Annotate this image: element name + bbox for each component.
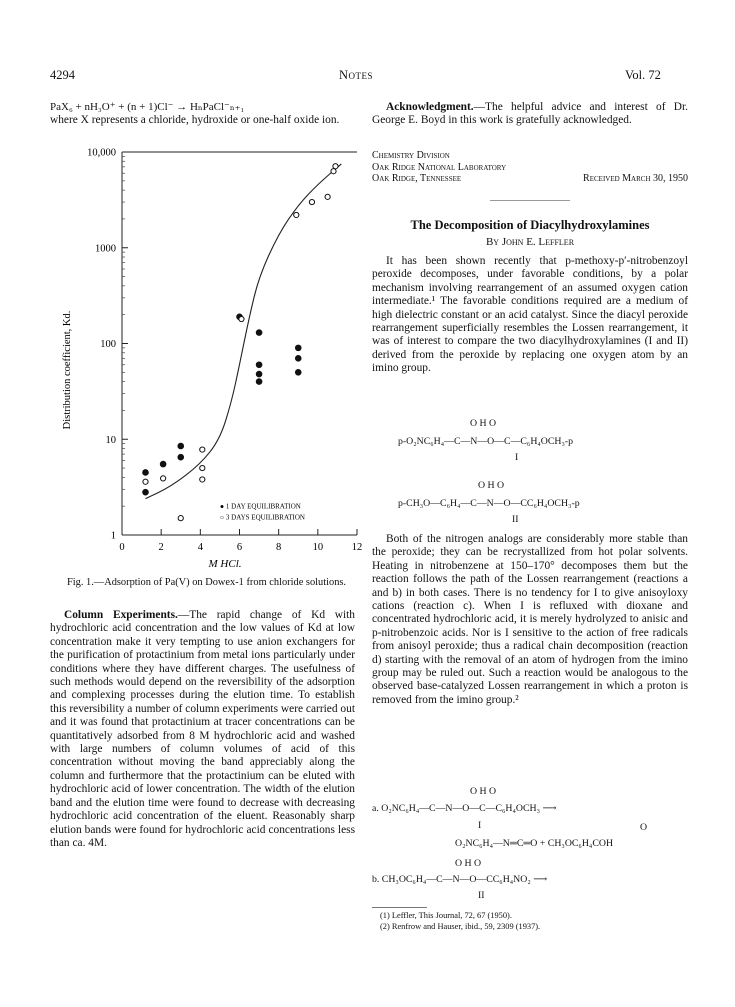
struct-ii: p-CH₃O—C₆H₄—C—N—O—CC₆H₄OCH₃-p: [398, 498, 580, 509]
data-point-3days: [200, 465, 205, 470]
para2-text: Both of the nitrogen analogs are considerably more stable than the peroxide; they can be recrystallized from hot polar solvents. Heating in nitrobenzene at 150–170° decomposes them but the reaction follows the path of the Lossen rearrangement (reactions a and b) in both cases. There is no tendency for I to give anisoyloxy cations (reaction c). When I is refluxed with dioxane and concentrated hydrochloric acid, it is merely hydrolyzed to anisic and p-nitrobenzoic acids. Nor is I sensitive to the action of free radicals from anisoyl peroxide; thus a radical chain decomposition (reaction d) starting with the removal of an atom of hydrogen from the imino group may be ruled out. Such a reaction would be analogous to the observed base-catalyzed Lossen rearrangement in which a proton is removed from the imino group.²: [372, 533, 688, 706]
data-point-1day: [256, 371, 262, 377]
data-point-3days: [331, 169, 336, 174]
struct-ii-top: O H O: [478, 480, 505, 491]
x-tick-label: 8: [276, 542, 282, 553]
y-tick-label: 1000: [95, 243, 116, 255]
affil-lab: Oak Ridge National Laboratory: [372, 161, 507, 173]
article-author: By John E. Leffler: [485, 236, 575, 248]
y-tick-label: 100: [100, 339, 116, 350]
para1-text: It has been shown recently that p-methoxy-p′-nitrobenzoyl peroxide decomposes, under favorable conditions, by a polar mechanism involving rearrangement of an assumed oxygen cation intermediate.¹ The favorable conditions required are a medium of high dielectric constant or an acid catalyst. Since the diacyl peroxide rearrangement superficially resembles the Lossen rearrangement, it was of interest to compare the two diacylhydroxylamines (I and II) derived from the peroxide by replacing one oxygen atom by an imino group.: [372, 255, 688, 375]
data-point-3days: [161, 476, 166, 481]
column-experiments: [50, 609, 355, 850]
y-axis-label: Distribution coefficient, Kd.: [62, 310, 73, 430]
data-point-3days: [178, 516, 183, 521]
data-point-1day: [295, 345, 301, 351]
footnote-2: (2) Renfrow and Hauser, ibid., 59, 2309 (1937).: [380, 922, 541, 931]
ack-body: —The helpful advice and interest of Dr. George E. Boyd in this work is gratefully acknowledged.: [372, 101, 688, 127]
left-intro: [50, 101, 355, 128]
data-point-1day: [256, 330, 262, 336]
received-date: Received March 30, 1950: [583, 173, 688, 185]
rxn-a-label: I: [478, 820, 482, 831]
struct-i: p-O₂NC₆H₄—C—N—O—C—C₆H₄OCH₃-p: [398, 436, 574, 447]
footnote-rule: [372, 907, 427, 908]
data-point-1day: [160, 461, 166, 467]
legend-entry: ● 1 DAY EQUILIBRATION: [219, 502, 301, 511]
equation-text: where X represents a chloride, hydroxide or one-half oxide ion.: [50, 114, 340, 127]
x-axis-label: M HCl.: [208, 558, 242, 570]
x-tick-label: 12: [351, 542, 363, 553]
ack-heading: Acknowledgment.: [386, 101, 474, 113]
footnote-1: (1) Leffler, This Journal, 72, 67 (1950).: [380, 911, 512, 920]
legend-entry: ○ 3 DAYS EQUILIBRATION: [219, 513, 305, 522]
rxn-b-top: O H O: [455, 858, 482, 869]
y-tick-label: 10,000: [87, 147, 116, 159]
data-point-3days: [309, 199, 314, 204]
data-point-1day: [295, 356, 301, 362]
rxn-b-label: II: [478, 890, 485, 901]
figure-caption: Fig. 1.—Adsorption of Pa(V) on Dowex-1 from chloride solutions.: [66, 577, 347, 588]
x-tick-label: 2: [158, 542, 164, 553]
data-point-3days: [239, 316, 244, 321]
fit-curve: [146, 164, 342, 499]
equation: PaX₆ + nH₃O⁺ + (n + 1)Cl⁻ → HₙPaCl⁻ₙ₊₁: [50, 101, 245, 113]
y-tick-label: 10: [105, 434, 116, 446]
section-title: Notes: [339, 68, 374, 82]
acknowledgment: [372, 101, 688, 128]
affil-location: Oak Ridge, Tennessee: [372, 173, 462, 185]
x-tick-label: 10: [312, 542, 324, 553]
rxn-a: a. O₂NC₆H₄—C—N—O—C—C₆H₄OCH₃ ⟶: [372, 803, 557, 814]
data-point-1day: [256, 379, 262, 385]
para1: [372, 255, 688, 376]
article-title: The Decomposition of Diacylhydroxylamines: [410, 218, 650, 232]
data-point-3days: [143, 479, 148, 484]
data-point-3days: [325, 194, 330, 199]
col-body: —The rapid change of Kd with hydrochloric acid concentration and the low values of Kd at low concentration make it very tempting to use anion exchangers for the purification of protactinium from metal ions particularly under conditions where they have different charges. The usefulness of such methods would depend on the reversibility of the adsorption and complexing processes during the elution time. To establish this reversibility a number of column experiments were carried out and it was found that protactinium at tracer concentrations can be quantitatively adsorbed from 8 M hydrochloric acid and washed with large numbers of column volumes of acid of this concentration without moving the band appreciably along the column and furthermore that the protactinium can be eluted with hydrochloric acid of lower concentration. The width of the elution band and the elution time were found to decrease with decreasing hydrochloric acid concentration of the eluent. Reasonably sharp elution bands were found for hydrochloric acid concentrations less than ca. 4M.: [50, 609, 356, 849]
struct-ii-label: II: [512, 514, 519, 525]
data-point-3days: [294, 212, 299, 217]
data-point-1day: [143, 489, 149, 495]
data-point-1day: [295, 370, 301, 376]
y-tick-label: 1: [110, 530, 116, 542]
x-tick-label: 4: [197, 542, 203, 553]
kd-chart: [55, 145, 365, 575]
x-tick-label: 0: [119, 542, 125, 553]
col-heading: Column Experiments.: [64, 609, 178, 621]
rxn-a-product-top: O: [640, 822, 648, 833]
data-point-1day: [143, 470, 149, 476]
affil-division: Chemistry Division: [372, 150, 450, 161]
data-point-1day: [178, 454, 184, 460]
data-point-3days: [200, 477, 205, 482]
affiliation: [372, 150, 688, 185]
data-point-3days: [333, 164, 338, 169]
data-point-1day: [256, 362, 262, 368]
rxn-a-top: O H O: [470, 786, 497, 797]
data-point-3days: [200, 447, 205, 452]
divider: [490, 200, 570, 201]
volume: Vol. 72: [625, 68, 661, 82]
footnotes: [380, 910, 690, 932]
page-number: 4294: [50, 68, 75, 82]
struct-i-label: I: [515, 452, 519, 463]
rxn-b: b. CH₃OC₆H₄—C—N—O—CC₆H₄NO₂ ⟶: [372, 874, 548, 885]
struct-i-top: O H O: [470, 418, 497, 429]
rxn-a-product: O₂NC₆H₄—N═C═O + CH₃OC₆H₄COH: [455, 838, 614, 849]
data-point-1day: [178, 443, 184, 449]
x-tick-label: 6: [236, 542, 243, 553]
para2: [372, 533, 688, 707]
